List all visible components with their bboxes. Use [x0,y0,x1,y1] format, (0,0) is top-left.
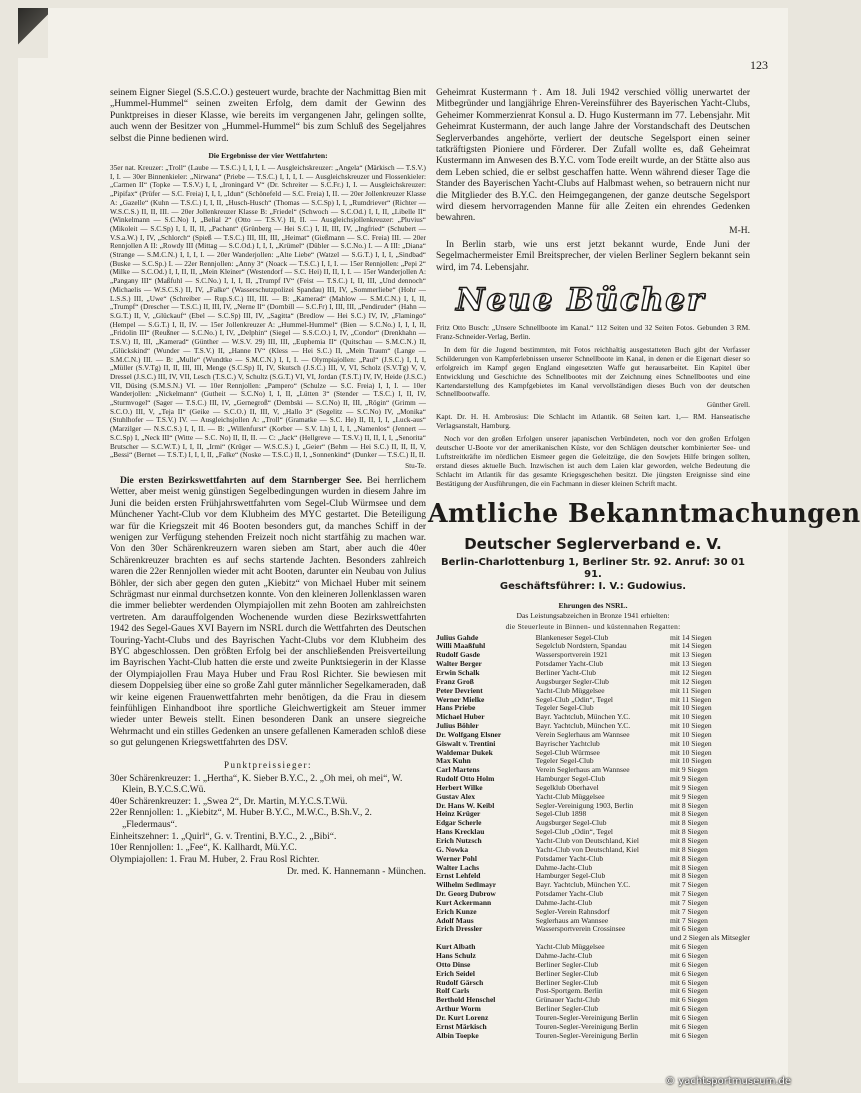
honors-club: Segelklub Oberhavel [535,782,599,792]
honors-club: Segel-Club 1898 [535,809,587,819]
results-signature: Stu-Te. [405,461,426,470]
honors-name: Hans Krecklau [436,827,485,837]
bezirk-text: Bei herrlichem Wetter, aber meist wenig günstigen Segelbedingungen wurden in diesem Jahre im Juni die beiden ersten Frühjahrswettfahrten vom Segel-Club Würmsee und dem Münchener Yacht-Club vor dem Klubheim des MYC gestartet. Die Beteiligung war für die Kriegszeit mit 46 Booten besonders gut, da manches Schiff in der wenigen zur Verfügung stehenden Freizeit noch nicht startfähig zu machen war. Von den 30er Schärenkreuzern waren sieben am Start, aber auch die 40er Schärenkreuzer brachten es auf sechs startende Jachten. Besonders zahlreich waren die 22er Rennjollen wieder mit acht Booten, darunter ein Neubau von Julius Böhler, der sich aber gegen den guten „Kiebitz“ von Michael Huber mit seinem Schrägmast nur einmal durchsetzen konnte. Von den kleineren Jollenklassen waren die immer beliebter werdenden Olympiajollen mit zehn Booten am zahlreichsten vertreten. Am darauffolgenden Wochenende wurden diese Bezirkswettfahrten 1942 des Segel-Gaues XVI Bayern im NSRL durch die Wettfahrten des Deutschen Touring-Yacht-Clubs und des Bayrischen Yacht-Clubs vor dem Klubheim des BYC abgeschlossen. Den größten Erfolg bei der anschließenden Preisverteilung im Bayrischen Yacht-Club hatten die erste und zweite Punktsiegerin in der Klasse der Olympiajollen Frau Maya Huber und Frau Rosl Richter. Sie bewiesen mit diesem Doppelsieg über eine so große Zahl guter männlicher Segelkameraden, daß wir keine eigenen Frauenwettfahrten mehr benötigen, da die Frau in diesem feinfühligen Einhandboot ihre sportliche Gleichwertigkeit am Steuer immer wieder unter Beweis stellt. Einen besonderen Dank an unsere siegreiche Wehrmacht und ein stilles Gedenken an unsere gefallenen Kameraden schloß diese so gut gelungenen Kriegswettfahrten des DSV. [110,475,426,749]
honors-row [436,1032,750,1041]
scanned-page [18,8,861,1083]
honors-name: Peter Devrient [436,685,483,695]
honors-wins: mit 7 Siegen [670,880,708,890]
honors-name: Rudolf Gärsch [436,977,484,987]
page-corner-curl [18,8,48,58]
obituary-signature: M-H. [729,225,750,236]
honors-club: Touren-Segler-Vereinigung Berlin [535,1021,638,1031]
obituary-kustermann: Geheimrat Kustermann †. Am 18. Juli 1942 verschied völlig unerwartet der Mitbegründer und langjährige Ehren-Vereinsführer des Bayerischen Yacht-Clubs, Geheimer Kommerzienrat Konsul a. D. Hugo Kustermann im 77. Lebensjahr. Mit Geheimrat Kustermann, der auch lange Jahre der Vorstandschaft des Deutschen Seglerverbandes angehörte, verliert der deutsche Segelsport einen seiner tatkräftigsten Pioniere und Förderer. Der Zufall wollte es, daß Geheimrat Kustermann im Anwesen des B.Y.C. vom Tode ereilt wurde, an der Stätte also aus dem Leben schied, die er selbst geschaffen hatte. Wenn während dieser Tage die Stander des Bayerischen Yacht-Clubs auf Halbmast wehen, so betrauern nicht nur die Mitglieder des B.Y.C. den Heimgegangenen, der ganze deutsche Segelsport wird diesem hervorragenden Manne für alle Zeiten ein ehrendes Gedenken bewahren. [436,88,750,224]
honors-wins: mit 7 Siegen [670,897,708,907]
honors-club: Augsburger Segel-Club [535,818,607,828]
honors-club: Bayr. Yachtclub, München Y.C. [535,721,631,731]
honors-wins: mit 12 Siegen [670,667,712,677]
honors-name: Werner Pohl [436,853,477,863]
honors-wins: mit 8 Siegen [670,800,708,810]
honors-name: Hans Priebe [436,703,476,713]
honors-club: Yacht-Club Müggelsee [535,791,605,801]
honors-wins: mit 10 Siegen [670,712,712,722]
honors-name: Adolf Maus [436,915,474,925]
honors-name: Giswalt v. Trentini [436,738,496,748]
honors-wins: mit 6 Siegen [670,977,708,987]
honors-club: Bayr. Yachtclub, München Y.C. [535,712,631,722]
left-column [110,88,426,877]
honors-name: Dr. Wolfgang Elsner [436,729,502,739]
honors-name: Dr. Georg Dubrow [436,889,496,899]
honors-wins: mit 6 Siegen [670,995,708,1005]
honors-wins: mit 10 Siegen [670,721,712,731]
honors-wins: mit 13 Siegen [670,659,712,669]
honors-name: Kurt Albath [436,942,476,952]
prize-line: Olympiajollen: 1. Frau M. Huber, 2. Frau Rosl Richter. [110,854,320,865]
honors-club: Yacht-Club von Deutschland, Kiel [535,844,639,854]
honors-wins: mit 8 Siegen [670,818,708,828]
honors-wins: mit 14 Siegen [670,641,712,651]
honors-wins: mit 9 Siegen [670,791,708,801]
honors-table-body [436,634,750,1041]
honors-wins: mit 10 Siegen [670,729,712,739]
honors-name: Rudolf Gasde [436,650,480,660]
honors-wins: mit 8 Siegen [670,827,708,837]
honors-table [436,634,750,1041]
honors-wins: mit 6 Siegen [670,950,708,960]
honors-club: Dahme-Jacht-Club [535,950,593,960]
honors-club: Touren-Segler-Vereinigung Berlin [535,1030,638,1040]
honors-name: Franz Groß [436,676,474,686]
honors-wins: und 2 Siegen als Mitsegler [670,933,750,943]
honors-club: Potsdamer Yacht-Club [535,659,604,669]
prize-line: Einheitszehner: 1. „Quirl“, G. v. Trentini, B.Y.C., 2. „Bibi“. [110,831,337,842]
honors-wins: mit 7 Siegen [670,915,708,925]
page-number: 123 [750,58,768,72]
honors-club: Hamburger Segel-Club [535,774,606,784]
honors-wins: mit 9 Siegen [670,765,708,775]
honors-club: Post-Sportgem. Berlin [535,986,603,996]
honors-wins: mit 8 Siegen [670,871,708,881]
honors-name: Erich Kunze [436,906,477,916]
honors-wins: mit 10 Siegen [670,747,712,757]
honors-wins: mit 6 Siegen [670,1004,708,1014]
honors-wins: mit 11 Siegen [670,694,712,704]
watermark: © yachtsportmuseum.de [665,1076,791,1087]
honors-name: Erich Seidel [436,968,475,978]
honors-club: Blankeneser Segel-Club [535,632,609,642]
honors-name: Wilhelm Sedlmayr [436,880,497,890]
honors-club: Grünauer Yacht-Club [535,995,600,1005]
honors-club: Segelclub Nordstern, Spandau [535,641,627,651]
prize-line: 22er Rennjollen: 1. „Kiebitz“, M. Huber B.Y.C., M.W.C., B.Sh.V., 2. „Fledermaus“. [110,808,372,831]
honors-name: Rudolf Otto Holm [436,774,495,784]
article-signoff: Dr. med. K. Hannemann - München. [286,867,426,878]
honors-club: Tegeler Segel-Club [535,703,594,713]
book-reference: Kapt. Dr. H. H. Ambrosius: Die Schlacht im Atlantik. 68 Seiten kart. 1,— RM. Hanseatische Verlagsanstalt, Hamburg. [436,412,750,431]
bezirk-paragraph [110,476,426,750]
honors-wins: mit 6 Siegen [670,942,708,952]
bezirk-title: Die ersten Bezirkswettfahrten auf dem Starnberger See. [120,475,362,486]
honors-club: Berliner Segler-Club [535,1004,599,1014]
honors-name: Erwin Schalk [436,667,480,677]
honors-wins: mit 6 Siegen [670,1030,708,1040]
honors-name: Otto Dinse [436,959,471,969]
honors-name: Gustav Alex [436,791,475,801]
honors-name: Dr. Hans W. Keibl [436,800,495,810]
honors-name: Werner Mielke [436,694,485,704]
prize-line: 30er Schärenkreuzer: 1. „Hertha“, K. Sieber B.Y.C., 2. „Oh mei, oh mei“, W. Klein, B.Y.C.S.C.Wü. [110,773,403,796]
honors-name: Walter Berger [436,659,482,669]
honors-club: Seglerhaus am Wannsee [535,915,609,925]
honors-wins: mit 13 Siegen [670,650,712,660]
honors-name: G. Nowka [436,844,469,854]
honors-club: Wassersportverein 1921 [535,650,608,660]
honors-club: Potsdamer Yacht-Club [535,853,604,863]
honors-name: Ernst Märkisch [436,1021,487,1031]
honors-club: Berliner Yacht-Club [535,667,596,677]
honors-name: Willi Maaßfuhl [436,641,486,651]
prize-line: 10er Rennjollen: 1. „Fee“, K. Kallhardt, Mü.Y.C. [110,843,297,854]
honors-club: Yacht-Club von Deutschland, Kiel [535,836,639,845]
book-review: Noch vor den großen Erfolgen unserer japanischen Verbündeten, noch vor den großen Erfolgen deutscher U-Boote vor der amerikanischen Küste, vor den Schlägen deutscher kombinierter See- und Luftstreitkräfte im nördlichen Eismeer gegen die Geleitzüge, die den Sowjets Hilfe bringen sollten, erstand dieses aktuelle Buch. Inzwischen ist auch dem Laien klar geworden, welche Bedeutung die Schlacht im Atlantik für das gesamte Kriegsgeschehen besitzt. Die jüngsten Ereignisse sind eine Bestätigung der Ausführungen, die ein Fachmann in dieser kleinen Schrift macht. [436,434,750,488]
honors-club: Segler-Verein Rahnsdorf [535,906,610,916]
honors-wins: mit 7 Siegen [670,889,708,899]
honors-club: Augsburger Segler-Club [535,676,609,686]
prize-heading: Punktpreissieger: [224,759,312,770]
results-heading: Die Ergebnisse der vier Wettfahrten: [208,151,328,161]
honors-club: Segel-Club „Odin“, Tegel [535,694,614,704]
honors-subheading: Das Leistungsabzeichen in Bronze 1941 erhielten: [516,610,670,620]
book-review: In dem für die Jugend bestimmten, mit Fotos reichhaltig ausgestatteten Buch gibt der Verfasser Schilderungen von Kampferlebnissen unserer Schnellboote im Kanal, in denen er die Eigenart dieser so erfolgreich im Kampf gegen England eingesetzten Waffe gut herausarbeitet. Ein Kapitel über Entwicklung und Geschichte des Schnellbootes mit der Zeichnung eines Schnellbootes und eine Kartendarstellung des Kampfgebietes im Kanal vervollständigen dieses Buch von der deutschen Schnellbootwaffe. [436,344,750,399]
honors-club: Touren-Segler-Vereinigung Berlin [535,1012,638,1022]
honors-club: Yacht-Club Müggelsee [535,685,605,695]
honors-wins: mit 6 Siegen [670,986,708,996]
association-manager: Geschäftsführer: I. V.: Gudowius. [499,580,687,592]
honors-category: die Steuerleute in Binnen- und küstennahen Regatten: [505,621,681,631]
honors-club: Verein Seglerhaus am Wannsee [535,729,630,739]
honors-name: Waldemar Dukek [436,747,493,757]
honors-club: Bayrischer Yachtclub [535,738,600,748]
honors-name: Berthold Henschel [436,995,496,1005]
results-text: 35er nat. Kreuzer: „Troll“ (Laube — T.S.C.) I, I, I, I. — Ausgleichskreuzer: „Angela“ (Märkisch — T.S.V.) I, I. — 30er Binnenkieler: „Nirwana“ (Priebe — T.S.C.) I, I, I, I. — Ausgleichskreuzer und Flossenkieler: „Carmen II“ (Topke — T.S.V.) I, I, „Ironingard V“ (Dr. Schreiter — S.C.Fr.) I, I. — Ausgleichskreuzer: „Pipifax“ (Prüfer — S.C. Freia) I, I, I, „Idun“ (Schönefeld — S.C. Freia) I, II. — 20er Jollenkreuzer Klasse A: „Gazelle“ (Kuhn — T.S.C.) I, I, II, „Husch-Husch“ (Thomas — S.C.Sp) I, I, „Rumdriever“ (Richter — W.S.C.S.) II, II, III. — 20er Jollenkreuzer Klasse B: „Friedel“ (Schwoch — S.C.Od.) I, I, II, „Libelle II“ (Winkelmann — S.C.No) I, „Belial 2“ (Otto — T.S.V.) II, II. — Ausgleichsjollenkreuzer: „Pluvius“ (Mikoleit — S.C.Sp) I, I, II, II, „Pachant“ (Grünberg — Hei S.C.) I, II, III, IV, „Ingfried“ (Schubert — V.S.a.W.) I, IV, „Schlorch“ (Spieß — T.S.C.) III, III, III, „Heimat“ (Gießmann — S.C. Freia) III. — 20er Rennjollen A II: „Rowdy III (Mittag — S.C.Od.) I, I, I, „Krümel“ (Dübler — S.C.No.) I. — A III: „Diana“ (Strange — S.M.C.N.) I, I, I, I. — 20er Wanderjollen: „Alte Liebe“ (Watzel — S.G.T.) I, I, I, „Sindbad“ (Buske — S.C.Sp.) I. — 22er Rennjollen: „Anny 3“ (Noack — T.S.C.) I, I, I. — 15er Rennjollen: „Pepi 2“ (Milke — S.C.Od.) I, I, II, II, „Mein Kleiner“ (Westendorf — S.C. Hei) II, II, I, I. — 15er Wanderjollen A: „Pangany III“ (Maßfuhl — S.C.No.) I, I, I, II, „Trumpf IV“ (Feist — T.S.C.) I, II, III, „Und dennoch“ (Michaelis — W.S.C.S.) II, IV, „Falke“ (Wasserschutzpolizei Spandau) III, IV, „Sommerliebe“ (Hohr — L.S.S.) III, „Uwe“ (Schreiber — Rup.S.C.) III, III. — B: „Kamerad“ (Mahlow — S.M.C.N.) I, I, II, „Trumpf“ (Drescher — T.S.C.) II, III, IV, „Nerne II“ (Dornbill — S.C.Fr) I, III, III, „Pendiruder“ (Hahn — S.G.T.) II, V, „Glückauf“ (Ebel — S.C.Sp) III, IV, „Sagitta“ (Bredlow — Hei S.C.) IV, IV, „Flamingo“ (Hempel — S.G.T.) I, II, IV. — 15er Jollenkreuzer A: „Hummel-Hummel“ (Bien — S.C.No.) I, I, I, II, „Fridolin III“ (Reußner — S.C.No.) I, IV, „Delphin“ (Siegel — S.S.C.O.) I, IV, „Condor“ (Drenkhahn — T.S.V.) II, III, „Kamerad“ (Günther — W.S.V. 29) III, III, „Euphemia II“ (Quitschau — S.M.C.N.) II, „Glückskind“ (Wunder — T.S.V.) II, „Hanne IV“ (Kless — Hei S.C.) II, „Mein Traum“ (Lange — S.M.C.N.) III. — B: „Mulle“ (Wundtke — S.M.C.N.) I, I, I. — Olympiajollen: „Paul“ (J.S.C.) I, I, I, „Müller (S.V.Tg) II, II, III, III, Menge (S.C.Sp) II, IV, Skutsch (J.S.C.) III, V, VI, Scholz (S.V.Tg) V, V, Dressel (J.S.C.) III, IV, VII, Lesch (T.S.C.) V, Schultz (S.G.T.) VI, VI, Jordan (T.S.T.) IV, IV, Heide (J.S.C.) VII, Düsing (S.M.S.N.) VI. — 10er Rennjollen: „Pampero“ (Schulze — S.C. Freia) I, I, I. — 10er Wanderjollen: „Nickelmann“ (Gutheit — S.C.No) I, I, II, „Lütten 3“ (Stender — T.S.C.) I, II, IV, „Sturmvogel“ (Sager — T.S.C.) III, IV, „Gernegroß“ (Dembski — S.C.No) II, III, „Rögin“ (Grimm — S.C.O.) III, V, „Teja II“ (Geike — S.C.O.) II, III, V, „Hallo 3“ (Segelitz — S.C.No) IV, „Monika“ (Stuhlhofer — T.S.V.) IV. — Ausgleichsjollen A: „Troll“ (Gramatke — S.C. He) II, II, I, I, „Luck-aus“ (Marzilger — N.S.C.S.) I, I, II. — B: „Willenfurst“ (Korber — S.V. Lh) I, I, I, „Namenlos“ (Jennert — S.C.Sp) I, „Neck III“ (Witte — S.C. No) II, II, II. — C: „Jack“ (Hellgreve — T.S.V.) II, II, I, I, „Senorita“ Brutscher — S.C.W.T.) I, I, II, „Irmi“ (Krüger — W.S.C.S.) I, „Geier“ (Behm — Hei S.C.) II, II, II, V, „Bessi“ (Bernet — T.S.T.) I, I, I, II, „Falke“ (Noske — T.S.C.) II, I, „Sonnenkind“ (Dunker — T.S.C.) II, II. [110,164,426,460]
right-column [428,88,861,1040]
intro-paragraph: seinem Eigner Siegel (S.S.C.O.) gesteuert wurde, brachte der Nachmittag Bien mit „Hummel-Hummel“ seinen zweiten Erfolg, dem damit der Gewinn des Punktpreises in dieser Klasse, wie bereits im vergangenen Jahr, gelingen sollte, auch wenn der Besitzer von „Hummel-Hummel“ bis zum Schluß des Segeljahres selbst die Pinne bedienen wird. [110,88,426,144]
honors-name: Kurt Ackermann [436,897,492,907]
honors-name: Albin Toepke [436,1030,479,1040]
honors-wins: mit 6 Siegen [670,924,708,934]
honors-name: Hans Schulz [436,950,476,960]
honors-wins: mit 10 Siegen [670,738,712,748]
honors-name: Rolf Carls [436,986,470,996]
honors-club: Yacht-Club Müggelsee [535,942,605,952]
honors-name: Michael Huber [436,712,485,722]
honors-heading: Ehrungen des NSRL. [558,600,628,610]
honors-club: Hamburger Segel-Club [535,871,606,881]
honors-club: Verein Seglerhaus am Wannsee [535,765,630,775]
obituary-breitsprecher: In Berlin starb, wie uns erst jetzt bekannt wurde, Ende Juni der Segelmachermeister Emil Breitsprecher, der vielen Berliner Seglern bekannt sein wird, im 74. Lebensjahr. [436,239,750,273]
honors-wins: mit 12 Siegen [670,676,712,686]
honors-wins: mit 6 Siegen [670,968,708,978]
honors-club: Dahme-Jacht-Club [535,897,593,907]
honors-wins: mit 8 Siegen [670,836,708,845]
honors-name: Ernst Lehfeld [436,871,481,881]
honors-wins: mit 8 Siegen [670,853,708,863]
honors-club: Berliner Segler-Club [535,968,599,978]
honors-wins: mit 6 Siegen [670,1012,708,1022]
honors-wins: mit 10 Siegen [670,703,712,713]
honors-wins: mit 6 Siegen [670,1021,708,1031]
honors-wins: mit 9 Siegen [670,782,708,792]
honors-wins: mit 8 Siegen [670,809,708,819]
honors-club: Segel-Club Würmsee [535,747,600,757]
honors-name: Max Kuhn [436,756,471,766]
book-reference: Fritz Otto Busch: „Unsere Schnellboote im Kanal.“ 112 Seiten und 32 Seiten Fotos. Gebunden 3 RM. Franz-Schneider-Verlag, Berlin. [436,323,750,341]
honors-club: Bayr. Yachtclub, München Y.C. [535,880,631,890]
honors-wins: mit 9 Siegen [670,774,708,784]
honors-wins: mit 14 Siegen [670,632,712,642]
honors-wins: mit 7 Siegen [670,906,708,916]
honors-club: Wassersportverein Crossinsee [535,924,626,934]
honors-name: Dr. Kurt Lorenz [436,1012,489,1022]
honors-club: Berliner Segler-Club [535,959,599,969]
official-notices-heading: Amtliche Bekanntmachungen [428,498,861,529]
honors-name: Julius Böhler [436,721,479,731]
honors-name: Erich Dressler [436,924,483,934]
honors-wins: mit 6 Siegen [670,959,708,969]
honors-name: Arthur Worm [436,1004,481,1014]
honors-wins: mit 8 Siegen [670,862,708,872]
book-review-signature: Günther Grell. [706,400,750,410]
honors-name: Heinz Krüger [436,809,481,819]
new-books-heading: Neue Bücher [456,282,706,319]
honors-club: Dahme-Jacht-Club [535,862,593,872]
association-name: Deutscher Seglerverband e. V. [464,534,722,553]
honors-name: Edgar Scherle [436,818,482,828]
honors-club: Potsdamer Yacht-Club [535,889,604,899]
honors-wins: mit 11 Siegen [670,685,712,695]
association-address: Berlin-Charlottenburg 1, Berliner Str. 92. Anruf: 30 01 91. [441,556,745,580]
honors-name: Julius Gahde [436,632,479,642]
honors-name: Erich Nutzsch [436,836,482,845]
honors-club: Segler-Vereinigung 1903, Berlin [535,800,634,810]
honors-club: Tegeler Segel-Club [535,756,594,766]
honors-name: Carl Martens [436,765,480,775]
honors-name: Herbert Wilke [436,782,483,792]
prize-line: 40er Schärenkreuzer: 1. „Swea 2“, Dr. Martin, M.Y.C.S.T.Wü. [110,796,348,807]
honors-wins: mit 8 Siegen [670,844,708,854]
honors-wins: mit 10 Siegen [670,756,712,766]
honors-club: Segel-Club „Odin“, Tegel [535,827,614,837]
honors-name: Walter Lachs [436,862,479,872]
honors-club: Berliner Segler-Club [535,977,599,987]
